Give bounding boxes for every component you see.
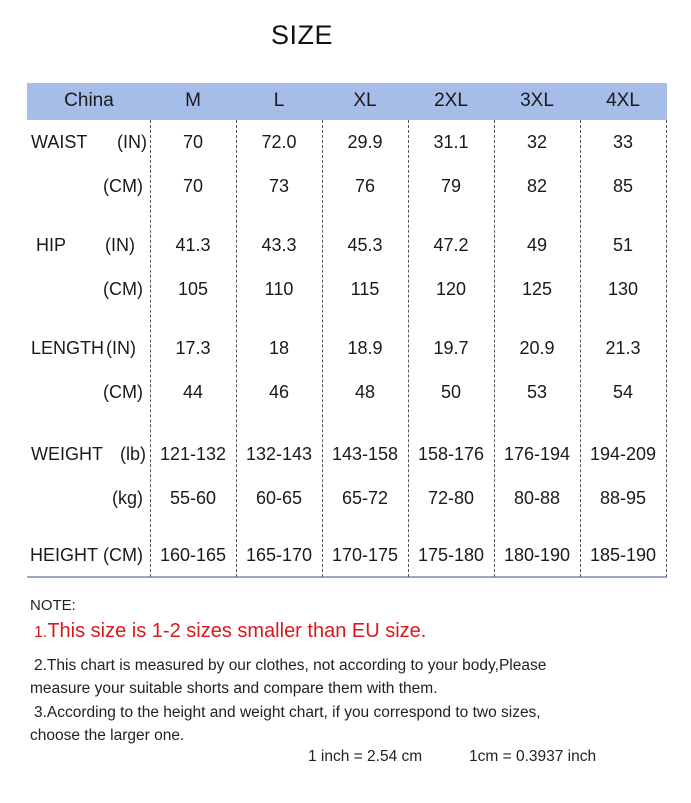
row-unit: (CM)	[103, 279, 143, 299]
table-cell: 175-180	[417, 545, 485, 565]
table-cell: 72.0	[261, 132, 297, 152]
table-cell: 85	[612, 176, 634, 196]
table-cell: 55-60	[169, 488, 217, 508]
table-cell: 49	[526, 235, 548, 255]
row-unit: (CM)	[103, 382, 143, 402]
table-cell: 79	[440, 176, 462, 196]
table-cell: 115	[350, 279, 380, 299]
conversion-cm: 1cm = 0.3937 inch	[469, 748, 597, 765]
header-4xl: 4XL	[606, 90, 640, 111]
header-3xl: 3XL	[520, 90, 554, 111]
table-cell: 44	[182, 382, 204, 402]
table-cell: 194-209	[589, 444, 657, 464]
page-title: SIZE	[270, 20, 333, 50]
table-cell: 51	[612, 235, 634, 255]
row-unit: (IN)	[106, 338, 136, 358]
table-cell: 176-194	[503, 444, 571, 464]
row-label-length: LENGTH	[31, 338, 105, 358]
note-1-text: This size is 1-2 sizes smaller than EU size.	[47, 620, 427, 642]
table-cell: 105	[177, 279, 209, 299]
table-cell: 143-158	[331, 444, 399, 464]
header-m: M	[185, 90, 201, 111]
row-label-weight: WEIGHT	[31, 444, 103, 464]
table-cell: 160-165	[159, 545, 227, 565]
table-cell: 29.9	[347, 132, 383, 152]
note-3-line-2: choose the larger one.	[30, 727, 185, 744]
table-cell: 53	[526, 382, 548, 402]
table-cell: 73	[268, 176, 290, 196]
table-cell: 132-143	[245, 444, 313, 464]
table-cell: 48	[354, 382, 376, 402]
table-cell: 60-65	[255, 488, 303, 508]
header-l: L	[273, 90, 285, 111]
table-cell: 45.3	[347, 235, 383, 255]
row-unit: (lb)	[120, 444, 146, 464]
table-cell: 17.3	[175, 338, 211, 358]
row-label-hip: HIP	[36, 235, 67, 255]
note-1	[34, 620, 426, 643]
table-cell: 158-176	[417, 444, 485, 464]
row-unit: (CM)	[103, 176, 143, 196]
row-unit: (kg)	[112, 488, 143, 508]
header-xl: XL	[353, 90, 377, 111]
table-cell: 70	[182, 132, 204, 152]
table-cell: 18	[268, 338, 290, 358]
note-3-line-1: 3.According to the height and weight chart, if you correspond to two sizes,	[34, 704, 541, 721]
row-label-height: HEIGHT	[30, 545, 99, 565]
table-cell: 50	[440, 382, 462, 402]
table-cell: 32	[526, 132, 548, 152]
table-cell: 121-132	[159, 444, 227, 464]
table-cell: 33	[612, 132, 634, 152]
table-cell: 82	[526, 176, 548, 196]
note-heading: NOTE:	[30, 597, 76, 614]
table-cell: 180-190	[503, 545, 571, 565]
table-cell: 185-190	[589, 545, 657, 565]
table-cell: 54	[612, 382, 634, 402]
table-cell: 165-170	[245, 545, 313, 565]
row-unit: (IN)	[117, 132, 147, 152]
row-unit: (IN)	[105, 235, 135, 255]
table-cell: 43.3	[261, 235, 297, 255]
table-header	[27, 83, 667, 119]
table-cell: 65-72	[341, 488, 389, 508]
table-cell: 19.7	[433, 338, 469, 358]
table-cell: 46	[268, 382, 290, 402]
table-cell: 20.9	[519, 338, 555, 358]
table-cell: 130	[607, 279, 639, 299]
note-1-number: 1.	[34, 624, 48, 641]
row-unit: (CM)	[103, 545, 143, 565]
column-divider	[666, 120, 667, 577]
table-cell: 88-95	[599, 488, 647, 508]
table-cell: 120	[435, 279, 467, 299]
table-cell: 31.1	[433, 132, 469, 152]
table-cell: 110	[264, 279, 294, 299]
row-label-waist: WAIST	[31, 132, 88, 152]
table-cell: 21.3	[605, 338, 641, 358]
table-cell: 80-88	[513, 488, 561, 508]
table-cell: 47.2	[433, 235, 469, 255]
header-china: China	[64, 90, 114, 111]
table-bottom-rule	[27, 576, 667, 578]
table-cell: 125	[521, 279, 553, 299]
conversion-inch: 1 inch = 2.54 cm	[308, 748, 423, 765]
table-cell: 41.3	[175, 235, 211, 255]
header-2xl: 2XL	[434, 90, 468, 111]
table-cell: 76	[354, 176, 376, 196]
note-2-line-2: measure your suitable shorts and compare them with them.	[30, 680, 438, 697]
note-2-line-1: 2.This chart is measured by our clothes, not according to your body,Please	[34, 657, 547, 674]
table-cell: 70	[182, 176, 204, 196]
table-top-rule	[27, 119, 667, 120]
table-cell: 18.9	[347, 338, 383, 358]
table-cell: 72-80	[427, 488, 475, 508]
table-cell: 170-175	[331, 545, 399, 565]
